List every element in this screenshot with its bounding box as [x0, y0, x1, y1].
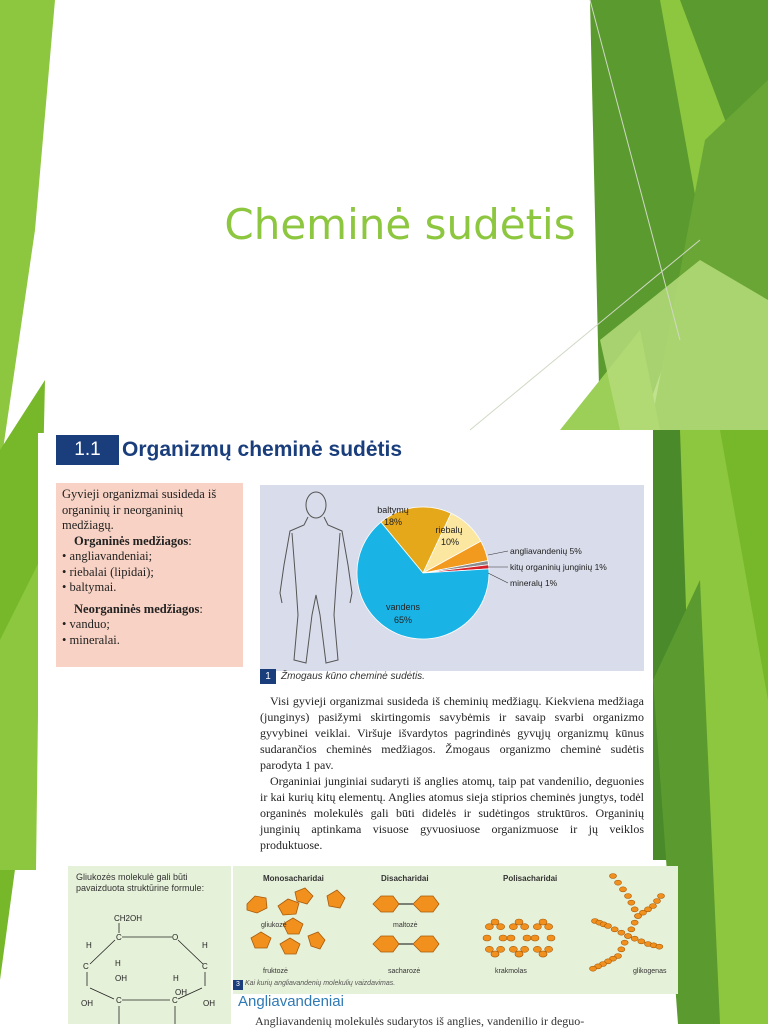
list-item: • riebalai (lipidai);	[62, 565, 237, 581]
label-fruktoze: fruktozė	[263, 968, 288, 975]
section-title: Organizmų cheminė sudėtis	[122, 438, 403, 461]
carbohydrates-text: Angliavandenių molekulės sudarytos iš anglies, vandenilio ir deguo-	[255, 1014, 585, 1028]
carbohydrates-panel	[233, 866, 678, 994]
label-krakmolas: krakmolas	[495, 968, 527, 975]
glycogen-unit	[628, 927, 635, 932]
svg-text:C: C	[116, 933, 122, 942]
list-item: • mineralai.	[62, 633, 237, 649]
svg-text:C: C	[202, 962, 208, 971]
starch-unit	[523, 935, 531, 941]
glycogen-unit	[638, 939, 645, 944]
pie-chart	[260, 485, 644, 671]
list-item: • vanduo;	[62, 617, 237, 633]
glycogen-unit	[631, 907, 638, 912]
summary-intro: Gyvieji organizmai susideda iš organinių ir neorganinių medžiagų.	[62, 487, 217, 532]
svg-text:OH: OH	[81, 999, 93, 1008]
starch-unit	[491, 951, 499, 957]
glycogen-unit	[631, 920, 638, 925]
starch-unit	[515, 951, 523, 957]
glycogen-unit	[605, 924, 612, 929]
glucose-title: Gliukozės molekulė gali būti pavaizduota struktūrine formule:	[76, 872, 205, 893]
svg-text:H: H	[86, 941, 92, 950]
textbook-page	[38, 433, 653, 863]
starch-unit	[509, 924, 517, 930]
glycogen-unit	[650, 904, 657, 909]
figure-3-caption: Kai kurių angliavandenių molekulių vaizdavimas.	[245, 980, 396, 987]
starch-unit	[539, 951, 547, 957]
label-sacharoze: sacharozė	[388, 968, 421, 975]
slide-title: Cheminė sudėtis	[224, 200, 576, 249]
starch-unit	[483, 935, 491, 941]
glycogen-unit	[631, 936, 638, 941]
label-baltymu-pct: 18%	[383, 517, 403, 527]
svg-text:C: C	[116, 996, 122, 1005]
glucose-panel	[68, 866, 231, 1024]
svg-text:H: H	[202, 941, 208, 950]
organic-list	[62, 549, 237, 596]
glycogen-unit	[621, 940, 628, 945]
svg-text:OH: OH	[175, 988, 187, 997]
svg-text:H: H	[115, 959, 121, 968]
svg-text:H: H	[173, 974, 179, 983]
label-baltymu: baltymų	[377, 505, 409, 515]
svg-text:C: C	[83, 962, 89, 971]
svg-text:OH: OH	[115, 974, 127, 983]
glycogen-unit	[625, 934, 632, 939]
label-riebalu: riebalų	[435, 525, 463, 535]
starch-unit	[533, 924, 541, 930]
glycogen-unit	[618, 930, 625, 935]
starch-unit	[507, 935, 515, 941]
human-silhouette-icon	[280, 492, 352, 663]
glycogen-unit	[618, 947, 625, 952]
inorganic-list	[62, 617, 237, 648]
starch-unit	[547, 935, 555, 941]
figure-3-number: 3	[233, 980, 243, 990]
polysaccharides-heading: Polisacharidai	[503, 874, 558, 883]
label-vandens: vandens	[385, 602, 421, 612]
label-angliavandeniu: angliavandenių 5%	[510, 546, 582, 556]
glucose-structure-icon	[68, 866, 231, 1024]
starch-unit	[531, 935, 539, 941]
glycogen-unit	[590, 966, 597, 971]
monosaccharides-heading: Monosacharidai	[263, 874, 324, 883]
carbohydrate-molecules-icon	[233, 866, 678, 994]
glycogen-unit	[628, 900, 635, 905]
organic-heading: Organinės medžiagos	[74, 533, 189, 548]
figure-1	[260, 485, 644, 671]
glycogen-unit	[658, 894, 665, 899]
label-kitu: kitų organinių junginių 1%	[510, 562, 607, 572]
list-item: • angliavandeniai;	[62, 549, 237, 565]
ch2oh-label: CH2OH	[114, 914, 143, 923]
summary-box: Gyvieji organizmai susideda iš organinių ir neorganinių medžiagų. Organinės medžiagos: • angliavandeniai; • riebalai (lipidai); • baltymai. Neorganinės medžiagos: • vanduo; • mineralai.	[56, 483, 243, 667]
glycogen-unit	[625, 894, 632, 899]
glycogen-unit	[656, 944, 663, 949]
svg-text:O: O	[172, 933, 179, 942]
glycogen-unit	[620, 887, 627, 892]
list-item: • baltymai.	[62, 580, 237, 596]
figure-number: 1	[260, 669, 276, 684]
paragraph: Organiniai junginiai sudaryti iš anglies atomų, taip pat vandenilio, deguonies ir kai kurių kitų elementų. Anglies atomus sieja stiprios cheminės jungtys, todėl organinės molekulės gali būti didelės ir sudėtingos struktūros. Organinių junginių aptinkama visuose gyvuosiuose organizmuose ir jų veiklos produktuose.	[260, 774, 644, 852]
label-mineralu: mineralų 1%	[510, 578, 558, 588]
glycogen-unit	[615, 880, 622, 885]
body-text	[260, 693, 644, 853]
glycogen-unit	[611, 927, 618, 932]
label-vandens-pct: 65%	[393, 615, 413, 625]
label-gliukoze: gliukozė	[261, 922, 287, 929]
figure-caption: Žmogaus kūno cheminė sudėtis.	[281, 671, 425, 682]
label-glikogenas: glikogenas	[633, 968, 667, 975]
label-riebalu-pct: 10%	[440, 537, 460, 547]
svg-text:OH: OH	[203, 999, 215, 1008]
label-maltoze: maltozė	[393, 922, 418, 929]
paragraph: Visi gyvieji organizmai susideda iš cheminių medžiagų. Kiekviena medžiaga (junginys) pasižymi skirtingomis savybėmis ir savaip svarbi organizmo gyvybinei veiklai. Viršuje išvardytos pagrindinės gyvųjų organizmų kūnus sudarančios cheminės medžiagos. Žmogaus organizmo cheminė sudėtis parodyta 1 pav.	[260, 694, 644, 772]
glycogen-unit	[654, 899, 661, 904]
glycogen-unit	[610, 874, 617, 879]
starch-unit	[485, 924, 493, 930]
disaccharides-heading: Disacharidai	[381, 874, 429, 883]
section-number: 1.1	[56, 435, 119, 465]
svg-text:C: C	[172, 996, 178, 1005]
inorganic-heading: Neorganinės medžiagos	[74, 601, 200, 616]
starch-unit	[499, 935, 507, 941]
carbohydrates-heading: Angliavandeniai	[238, 993, 344, 1010]
